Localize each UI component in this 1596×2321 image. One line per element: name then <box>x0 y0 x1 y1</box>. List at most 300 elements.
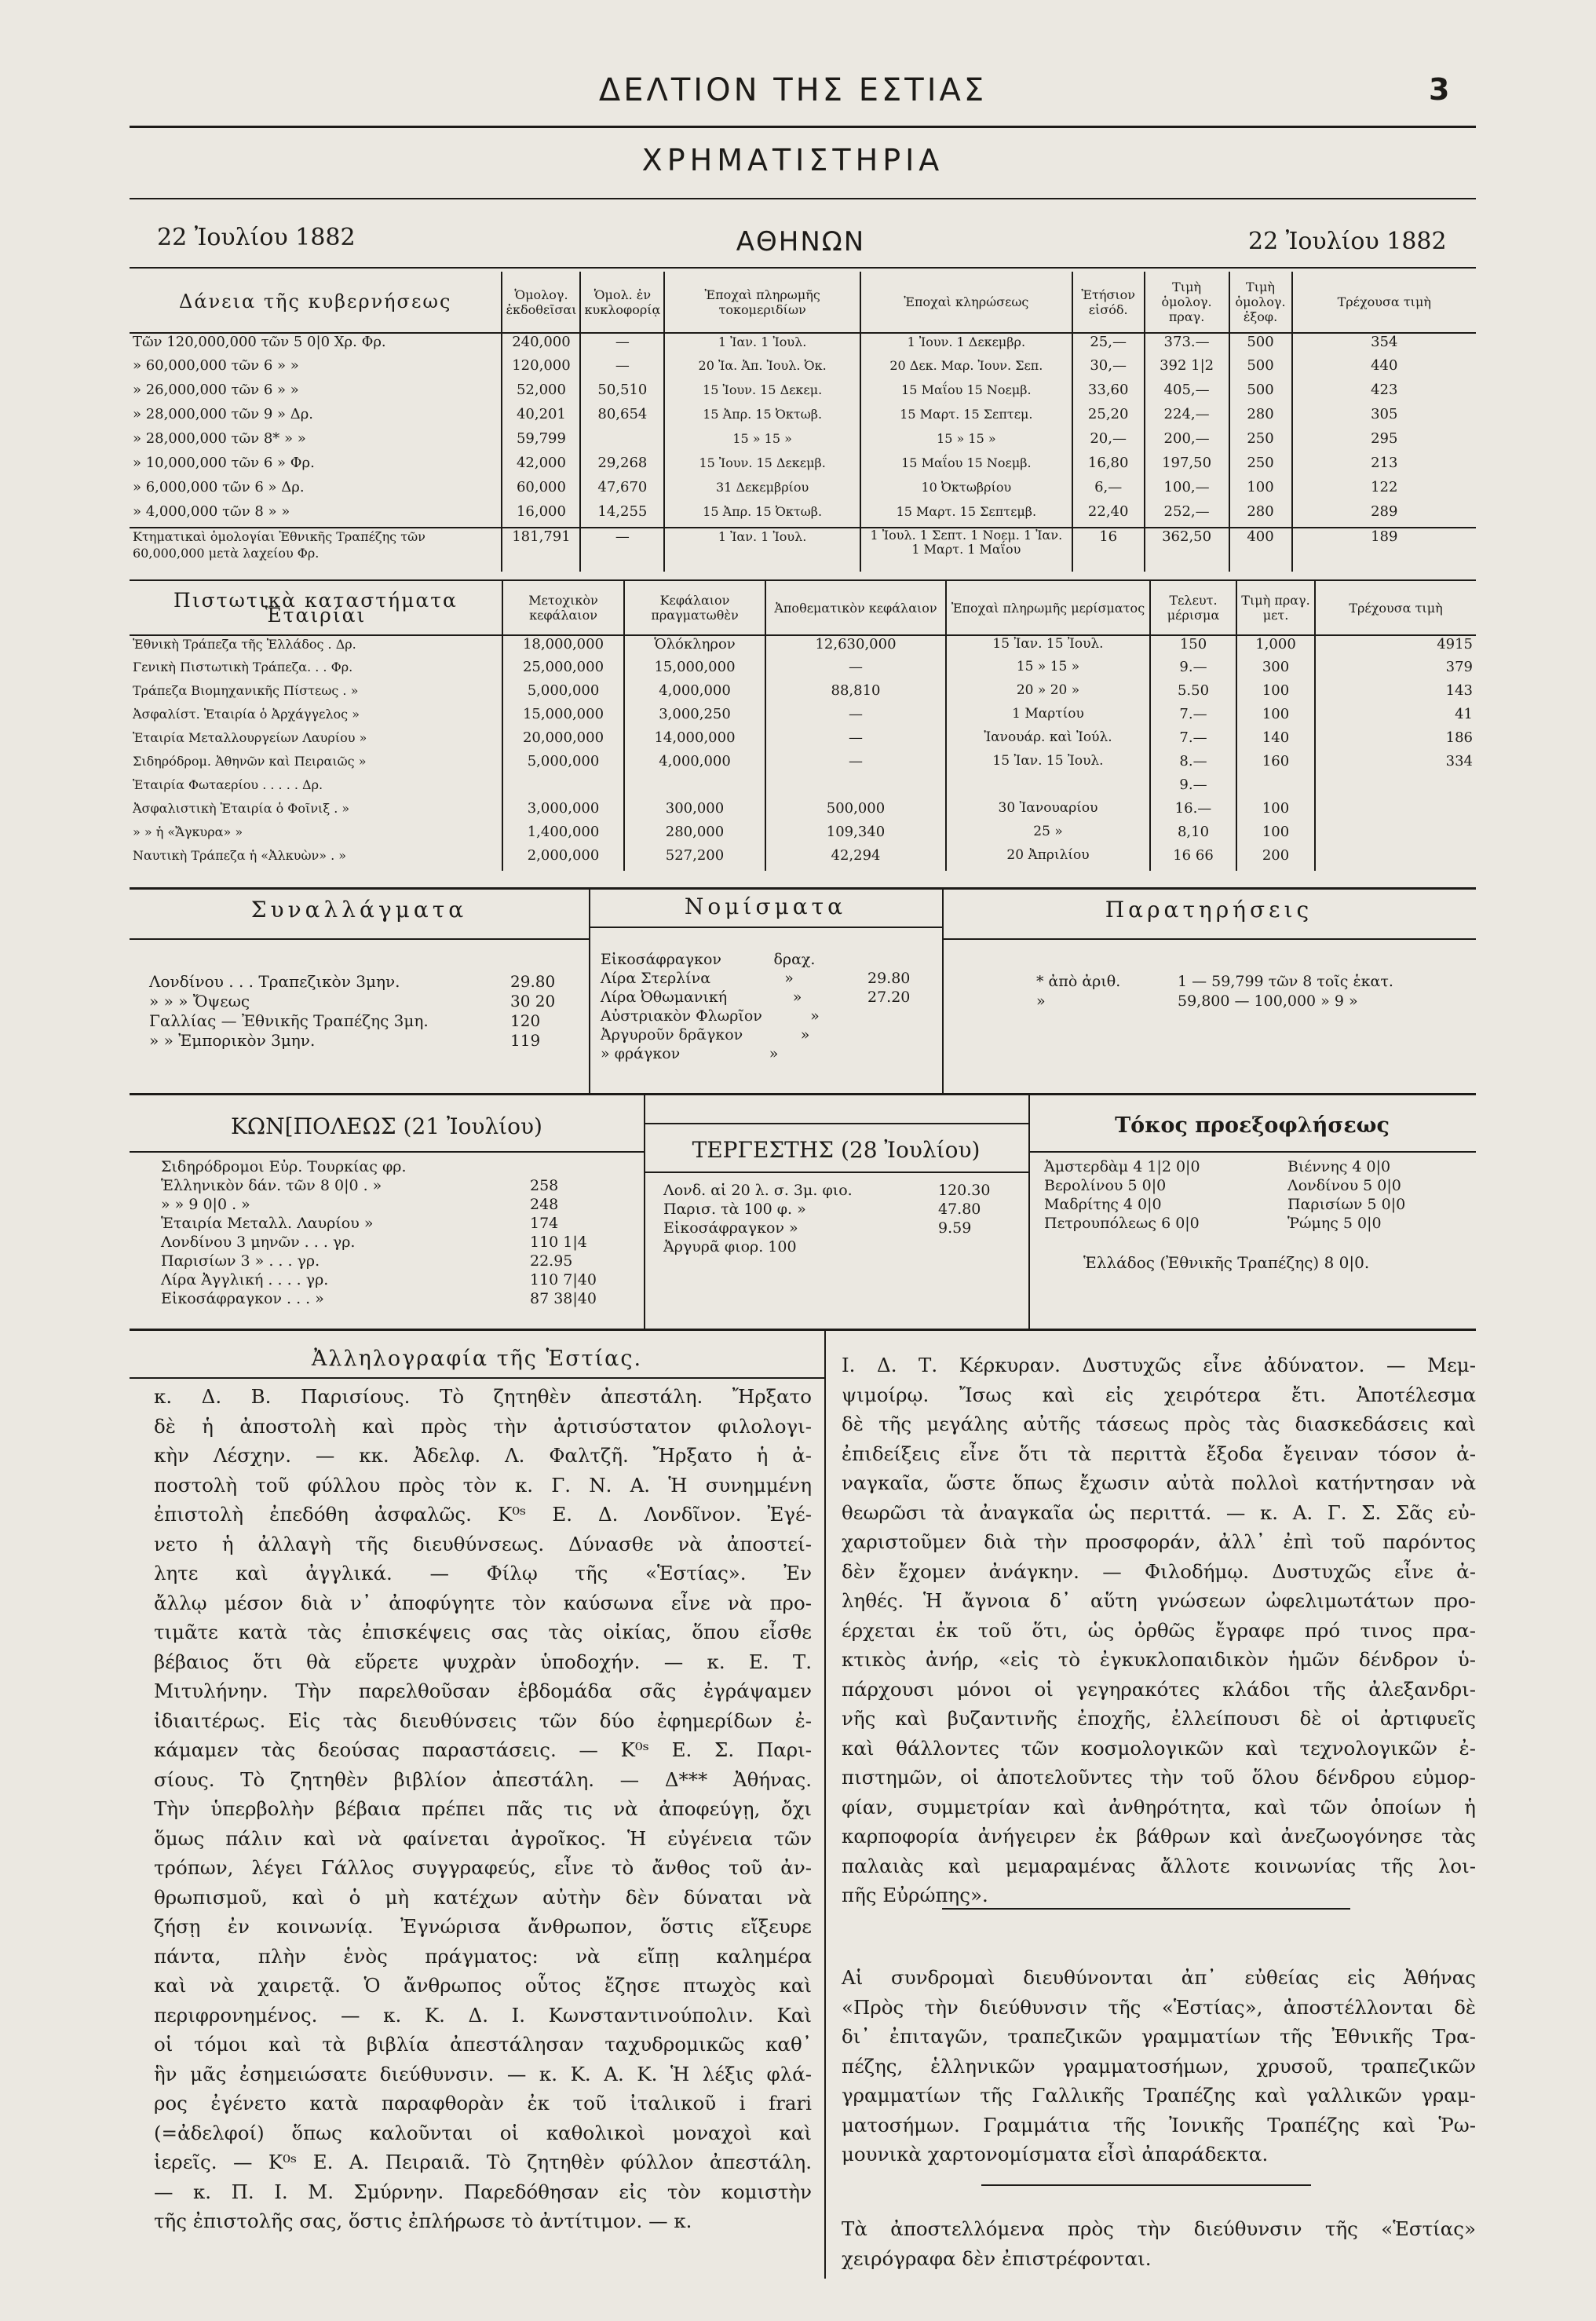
notes-row <box>1036 972 1476 992</box>
loans-cell: 14,255 <box>580 503 664 528</box>
loans-head-3: Ἐποχαὶ πληρωμῆς τοκομεριδίων <box>664 272 860 333</box>
loans-cell: 30,— <box>1072 357 1145 382</box>
coins-title-rule <box>589 927 942 928</box>
trieste-title: ΤΕΡΓΕΣΤΗΣ (28 Ἰουλίου) <box>692 1137 981 1163</box>
banks-row <box>130 753 1476 777</box>
loans-cell: Κτηματικαὶ ὁμολογίαι Ἐθνικῆς Τραπέζης τῶν 60,000,000 μετὰ λαχείου Φρ. <box>130 528 502 572</box>
column-divider <box>824 1329 826 2279</box>
loans-cell: 405,— <box>1145 382 1229 406</box>
right-col-line: καρποφορία ἀνήγειρεν ἐκ βάθρων καὶ ἀνεζωογόνησε τὰς <box>842 1825 1476 1848</box>
loans-cell: 10 Ὀκτωβρίου <box>860 479 1072 503</box>
notice1-line: μουνικὰ χαρτονομίσματα εἶσὶ ἀπαράδεκτα. <box>842 2143 1269 2166</box>
loans-head-4: Ἐποχαὶ κληρώσεως <box>860 272 1072 333</box>
loans-cell: 25,— <box>1072 333 1145 357</box>
banks-cell: 1 Μαρτίου <box>946 706 1150 729</box>
left-col-line: δὲ ἡ ἀποστολὴ καὶ πρὸς τὴν ἀρτισύστατον φιλολογι- <box>154 1414 812 1438</box>
correspondence-right-column <box>842 1351 1476 1910</box>
banks-cell: 5,000,000 <box>502 682 624 706</box>
loans-cell: 289 <box>1371 503 1398 520</box>
loans-cell: 200,— <box>1145 430 1229 455</box>
loans-cell: 42,000 <box>502 455 580 479</box>
section-rule <box>130 198 1476 199</box>
discount-right-cell: Παρισίων 5 0|0 <box>1287 1196 1406 1213</box>
banks-cell <box>765 777 946 800</box>
manuscripts-notice <box>842 2214 1476 2273</box>
loans-cell: 280 <box>1229 406 1292 430</box>
loans-cell: 392 1|2 <box>1145 357 1229 382</box>
banks-head-0: Πιστωτικὰ καταστήματα Ἑταιρίαι <box>130 580 502 635</box>
discount-right-cell: Ῥώμης 5 0|0 <box>1287 1215 1382 1232</box>
banks-cell <box>1315 800 1476 824</box>
banks-cell: Ἀσφαλιστικὴ Ἑταιρία ὁ Φοῖνιξ . » <box>130 800 502 824</box>
loans-row <box>130 503 1476 528</box>
left-col-line: (=ἀδελφοί) ὅπως καλοῦνται οἱ καθολικοὶ μοναχοὶ καὶ <box>154 2121 812 2144</box>
trieste-cell: Παρισ. τὰ 100 φ. » <box>663 1201 806 1218</box>
banks-cell: 20,000,000 <box>502 729 624 753</box>
notice-rule-1 <box>942 1908 1350 1910</box>
loans-cell: 20 Ἰα. Ἀπ. Ἰουλ. Ὀκ. <box>664 357 860 382</box>
banks-cell: 1,000 <box>1236 635 1315 659</box>
right-col-line: παλαιὰς καὶ μεμαραμένας ἄλλοτε κοινωνίας τῆς λοι- <box>842 1854 1476 1877</box>
subscription-notice <box>842 1963 1476 2169</box>
right-col-line: έρχεται ἐκ τοῦ ὅτι, ὡς ὀρθῶς ἔγραφε πρό τινος πρα- <box>842 1618 1476 1642</box>
trieste-row <box>663 1219 1017 1237</box>
loans-cell: 6,— <box>1072 479 1145 503</box>
coins-cell <box>867 1025 938 1044</box>
trieste-row <box>663 1200 1017 1219</box>
trieste-top-rule <box>644 1123 1028 1124</box>
loans-cell: 33,60 <box>1072 382 1145 406</box>
discount-right-row <box>1287 1195 1476 1214</box>
left-col-line: περιφρονημένος. — κ. Κ. Δ. Ι. Κωνσταντινούπολιν. Καὶ <box>154 2003 812 2027</box>
konst-row <box>161 1252 632 1270</box>
konst-row <box>161 1233 632 1252</box>
correspondence-title-rule <box>130 1377 824 1379</box>
banks-head-2: Κεφάλαιον πραγματωθὲν <box>624 580 765 635</box>
loans-cell: 15 Ἀπρ. 15 Ὀκτωβ. <box>664 406 860 430</box>
loans-cell: 25,20 <box>1072 406 1145 430</box>
loans-cell: 80,654 <box>580 406 664 430</box>
right-col-line: θεωρῶσι τὰ ἀναγκαῖα ὡς περιττά. — κ. Α. Γ. Σ. Σᾶς εὐ- <box>842 1500 1476 1524</box>
right-col-line: ψιμοίρῳ. Ἴσως καὶ εἰς χειρότερα ἔτι. Ἀποτέλεσμα <box>842 1383 1476 1406</box>
coins-row <box>601 950 938 969</box>
coins-cell: » <box>810 1007 820 1025</box>
left-col-line: ζήσῃ ἐν κοινωνίᾳ. Ἐγνώρισα ἄνθρωπον, ὅστις εἴξευρε <box>154 1915 812 1938</box>
banks-cell: Ἑταιρία Μεταλλουργείων Λαυρίου » <box>130 729 502 753</box>
loans-cell: 40,201 <box>502 406 580 430</box>
coins-row <box>601 1007 938 1025</box>
coins-title: Νομίσματα <box>684 894 847 919</box>
banks-cell: 280,000 <box>624 824 765 847</box>
trieste-cell: Λονδ. αἱ 20 λ. σ. 3μ. φιο. <box>663 1182 853 1199</box>
loans-cell: 250 <box>1229 455 1292 479</box>
banks-cell: 7.— <box>1150 729 1236 753</box>
notice2-line: Τὰ ἀποστελλόμενα πρὸς τὴν διεύθυνσιν τῆς «Ἑστίας» <box>842 2217 1476 2240</box>
discount-right-row <box>1287 1157 1476 1176</box>
trieste-list <box>663 1181 1017 1256</box>
konst-title-rule <box>130 1151 644 1153</box>
loans-cell: 250 <box>1229 430 1292 455</box>
loans-cell: 240,000 <box>502 333 580 357</box>
fx-cell: Λονδίνου . . . Τραπεζικὸν 3μην. <box>149 972 400 991</box>
loans-cell: 400 <box>1229 528 1292 572</box>
notice1-line: γραμματίων τῆς Γαλλικῆς Τραπέζης καὶ γαλλικῶν γραμ- <box>842 2084 1476 2107</box>
fx-cell: 30 20 <box>510 992 556 1011</box>
notes-cell: 59,800 — 100,000 » 9 » <box>1178 992 1358 1010</box>
loans-cell: — <box>580 528 664 572</box>
banks-cell: 15 Ἰαν. 15 Ἰουλ. <box>946 635 1150 659</box>
banks-cell: 25,000,000 <box>502 659 624 682</box>
banks-cell: Τράπεζα Βιομηχανικῆς Πίστεως . » <box>130 682 502 706</box>
fx-cell: 119 <box>510 1031 541 1050</box>
loans-row <box>130 430 1476 455</box>
loans-cell: 100,— <box>1145 479 1229 503</box>
notice1-line: ματοσήμων. Γραμμάτια τῆς Ἰονικῆς Τραπέζης καὶ Ῥω- <box>842 2113 1476 2136</box>
right-col-line: χαριστοῦμεν διὰ τὴν προσφοράν, ἀλλ᾽ ἐπὶ τοῦ παρόντος <box>842 1530 1476 1553</box>
konst-cell: Εἰκοσάφραγκον . . . » <box>161 1290 324 1307</box>
discount-right-cell: Βιέννης 4 0|0 <box>1287 1158 1391 1175</box>
coins-cell: Λίρα Στερλίνα <box>601 970 711 987</box>
left-col-line: κάμαμεν τὰς δεούσας παραστάσεις. — Κ⁰ˢ Ε. Σ. Παρι- <box>154 1738 812 1761</box>
left-col-line: σίους. Τὸ ζητηθὲν βιβλίον ἀπεστάλη. — Δ*** Ἀθήνας. <box>154 1767 812 1791</box>
banks-cell: 9.— <box>1150 777 1236 800</box>
loans-cell: 16,000 <box>502 503 580 528</box>
banks-cell: 3,000,000 <box>502 800 624 824</box>
right-col-line: κτικὸς ἀνήρ, «εἰς τὸ ἐγκυκλοπαιδικὸν ἡμῶν δένδρον ὑ- <box>842 1648 1476 1671</box>
banks-cell: 300 <box>1236 659 1315 682</box>
notes-title: Παρατηρήσεις <box>1105 897 1313 923</box>
fx-title: Συναλλάγματα <box>250 897 468 923</box>
banks-cell: 1,400,000 <box>502 824 624 847</box>
trieste-title-rule <box>644 1171 1028 1173</box>
banks-row <box>130 777 1476 800</box>
fx-cell: » » Ἐμπορικὸν 3μην. <box>149 1031 316 1050</box>
loans-cell: 50,510 <box>580 382 664 406</box>
date-rule <box>130 267 1476 269</box>
banks-cell <box>624 777 765 800</box>
notice1-line: πέζης, ἑλληνικῶν γραμματοσήμων, χρυσοῦ, τραπεζικῶν <box>842 2054 1476 2078</box>
discount-title-rule <box>1028 1151 1476 1153</box>
banks-cell: 379 <box>1445 659 1473 675</box>
notes-cell: * ἀπὸ ἀριθ. <box>1036 973 1121 990</box>
trieste-cell: 47.80 <box>938 1201 981 1218</box>
banks-cell: 100 <box>1236 824 1315 847</box>
right-col-line: ληθές. Ἡ ἄγνοια δ᾽ αὕτη γνώσεων ὠφελιμωτάτων προ- <box>842 1589 1476 1612</box>
loans-cell: 15 Μαρτ. 15 Σεπτεμβ. <box>860 503 1072 528</box>
coins-row <box>601 1044 938 1063</box>
notes-cell: » <box>1036 992 1046 1010</box>
konst-row <box>161 1157 632 1176</box>
banks-cell: — <box>765 706 946 729</box>
loans-cell: 15 Μαΐου 15 Νοεμβ. <box>860 382 1072 406</box>
discount-footer: Ἑλλάδος (Ἐθνικῆς Τραπέζης) 8 0|0. <box>1083 1253 1370 1272</box>
discount-title: Τόκος προεξοφλήσεως <box>1115 1113 1390 1138</box>
konst-row <box>161 1214 632 1233</box>
date-left: 22 Ἰουλίου 1882 <box>157 224 356 251</box>
loans-row <box>130 528 1476 572</box>
banks-table <box>130 579 1476 871</box>
coins-cell: Αὐστριακὸν Φλωρῖον <box>601 1007 762 1025</box>
discount-right-cell: Λονδίνου 5 0|0 <box>1287 1177 1401 1194</box>
loans-cell: 213 <box>1371 455 1398 471</box>
left-col-line: Μιτυλήνην. Τὴν παρελθοῦσαν ἑβδομάδα σᾶς ἐγράψαμεν <box>154 1680 812 1702</box>
banks-cell <box>1315 847 1476 871</box>
notice2-line: χειρόγραφα δὲν ἐπιστρέφονται. <box>842 2246 1152 2270</box>
trieste-cell: Ἀργυρᾶ φιορ. 100 <box>663 1238 797 1256</box>
konst-cell <box>530 1157 632 1176</box>
notice1-line: Αἱ συνδρομαὶ διευθύνονται ἀπ᾽ εὐθείας εἰς Ἀθήνας <box>842 1966 1476 1989</box>
banks-row <box>130 659 1476 682</box>
konst-row <box>161 1289 632 1308</box>
fx-cell: 120 <box>510 1011 541 1030</box>
loans-cell: 373.— <box>1145 333 1229 357</box>
banks-cell: 2,000,000 <box>502 847 624 871</box>
banks-cell: 140 <box>1236 729 1315 753</box>
markets-top-rule <box>130 1093 1476 1095</box>
left-col-line: ρος ἐγένετο κατὰ παραφθορὰν ἐκ τοῦ ἰταλικοῦ i frari <box>154 2092 812 2114</box>
notes-title-rule <box>942 938 1476 940</box>
banks-cell: 16 66 <box>1150 847 1236 871</box>
fx-row <box>149 972 573 992</box>
trieste-row <box>663 1237 1017 1256</box>
trieste-cell: 9.59 <box>938 1219 972 1237</box>
loans-cell: » 6,000,000 τῶν 6 » Δρ. <box>130 479 502 503</box>
konst-row <box>161 1270 632 1289</box>
banks-cell: 100 <box>1236 682 1315 706</box>
banks-cell: » » ἡ «Ἄγκυρα» » <box>130 824 502 847</box>
loans-head-6: Τιμὴ ὁμολογ. πραγ. <box>1145 272 1229 333</box>
coins-row <box>601 1025 938 1044</box>
banks-cell: 100 <box>1236 706 1315 729</box>
left-col-line: λητε καὶ ἀγγλικά. — Φίλῳ τῆς «Ἑστίας». Ἐν <box>154 1562 812 1584</box>
trieste-cell <box>938 1237 1017 1256</box>
left-col-line: πάντα, πλὴν ἑνὸς πράγματος: νὰ εἴπῃ καλημέρα <box>154 1944 812 1968</box>
banks-cell: 42,294 <box>765 847 946 871</box>
loans-cell <box>580 430 664 455</box>
banks-cell: 15,000,000 <box>624 659 765 682</box>
konst-list <box>161 1157 632 1308</box>
discount-left-row <box>1044 1176 1264 1195</box>
loans-cell: 189 <box>1371 528 1398 545</box>
banks-cell: 7.— <box>1150 706 1236 729</box>
loans-head-7: Τιμὴ ὁμολογ. ἐξοφ. <box>1229 272 1292 333</box>
coins-cell: Λίρα Ὀθωμανική <box>601 989 728 1006</box>
coins-row <box>601 969 938 988</box>
loans-cell: » 60,000,000 τῶν 6 » » <box>130 357 502 382</box>
discount-left <box>1044 1157 1264 1233</box>
konst-cell: 110 7|40 <box>530 1271 597 1288</box>
banks-head-5: Τελευτ. μέρισμα <box>1150 580 1236 635</box>
correspondence-title: Ἀλληλογραφία τῆς Ἑστίας. <box>311 1347 643 1371</box>
loans-cell: 15 Μαρτ. 15 Σεπτεμ. <box>860 406 1072 430</box>
konst-cell: 248 <box>530 1196 559 1213</box>
loans-cell: 122 <box>1371 479 1398 495</box>
konst-cell: 22.95 <box>530 1252 573 1270</box>
banks-cell: 4,000,000 <box>624 682 765 706</box>
coins-cell: 29.80 <box>867 970 911 987</box>
right-col-line: ἐπιδείξεις εἶνε ὅτι τὰ περιττὰ ἔξοδα ἔγειναν τόσον ἀ- <box>842 1442 1476 1465</box>
loans-cell: 15 Μαΐου 15 Νοεμβ. <box>860 455 1072 479</box>
banks-row <box>130 682 1476 706</box>
coins-cell: 27.20 <box>867 989 911 1006</box>
fx-top-rule <box>130 887 1476 890</box>
notice-rule-2 <box>981 2184 1311 2186</box>
left-col-line: κὴν Λέσχην. — κκ. Ἀδελφ. Λ. Φαλτζῆ. Ἤρξατο ἡ ἀ- <box>154 1444 812 1467</box>
loans-row <box>130 479 1476 503</box>
right-col-line: δὲν ἔχομεν ἀνάγκην. — Φιλοδήμῳ. Δυστυχῶς εἶνε ἀ- <box>842 1559 1476 1583</box>
discount-left-row <box>1044 1214 1264 1233</box>
banks-cell: 186 <box>1445 729 1473 746</box>
banks-head-4: Ἐποχαὶ πληρωμῆς μερίσματος <box>946 580 1150 635</box>
loans-row <box>130 382 1476 406</box>
loans-cell: 15 Ἰουν. 15 Δεκεμβ. <box>664 455 860 479</box>
konst-cell: Λονδίνου 3 μηνῶν . . . γρ. <box>161 1234 356 1251</box>
loans-cell: 59,799 <box>502 430 580 455</box>
masthead-title: ΔΕΛΤΙΟΝ ΤΗΣ ΕΣΤΙΑΣ <box>598 72 988 108</box>
coins-cell: » <box>800 1026 810 1044</box>
loans-table <box>130 272 1476 572</box>
banks-cell: 20 Ἀπριλίου <box>946 847 1150 871</box>
banks-cell: 30 Ἰανουαρίου <box>946 800 1150 824</box>
loans-cell: 29,268 <box>580 455 664 479</box>
loans-cell: » 26,000,000 τῶν 6 » » <box>130 382 502 406</box>
loans-cell: 500 <box>1229 357 1292 382</box>
banks-cell: 15 Ἰαν. 15 Ἰουλ. <box>946 753 1150 777</box>
konst-row <box>161 1176 632 1195</box>
loans-cell: 224,— <box>1145 406 1229 430</box>
banks-cell: 88,810 <box>765 682 946 706</box>
loans-cell: 440 <box>1371 357 1398 374</box>
trieste-cell: Εἰκοσάφραγκον » <box>663 1219 798 1237</box>
coins-cell <box>867 1044 938 1063</box>
konst-cell: 174 <box>530 1215 559 1232</box>
banks-cell: Ἐθνικὴ Τράπεζα τῆς Ἑλλάδος . Δρ. <box>130 635 502 659</box>
banks-cell: 300,000 <box>624 800 765 824</box>
konst-row <box>161 1195 632 1214</box>
left-col-line: βέβαιος ὅτι θὰ εὕρετε ψυχρὰν ὑποδοχήν. — κ. Ε. Τ. <box>154 1650 812 1673</box>
banks-row <box>130 800 1476 824</box>
right-col-line: δὲ τῆς μεγάλης αὐτῆς τάσεως πρὸς τὰς διασκεδάσεις καὶ <box>842 1413 1476 1435</box>
banks-cell: 143 <box>1445 682 1473 699</box>
coins-cell: Εἰκοσάφραγκον <box>601 951 721 968</box>
loans-row <box>130 333 1476 357</box>
fx-title-rule <box>130 938 589 940</box>
date-right: 22 Ἰουλίου 1882 <box>1248 228 1447 255</box>
discount-left-row <box>1044 1157 1264 1176</box>
banks-cell: 15,000,000 <box>502 706 624 729</box>
loans-cell: 295 <box>1371 430 1398 447</box>
correspondence-top-rule <box>130 1329 1476 1331</box>
banks-head-3: Ἀποθεματικὸν κεφάλαιον <box>765 580 946 635</box>
banks-cell: — <box>765 729 946 753</box>
banks-cell: 9.— <box>1150 659 1236 682</box>
loans-head-1: Ὁμολογ. ἐκδοθεῖσαι <box>502 272 580 333</box>
fx-row <box>149 1031 573 1051</box>
loans-row <box>130 455 1476 479</box>
discount-left-cell: Πετρουπόλεως 6 0|0 <box>1044 1215 1200 1232</box>
left-col-line: τρόπων, λέγει Γάλλος συγγραφεύς, εἶνε τὸ ἄνθος τοῦ ἀν- <box>154 1856 812 1879</box>
banks-cell: 8.— <box>1150 753 1236 777</box>
banks-cell <box>502 777 624 800</box>
banks-head-6: Τιμὴ πραγ. μετ. <box>1236 580 1315 635</box>
banks-cell <box>1315 777 1476 800</box>
right-col-line: πῆς Εὐρώπης». <box>842 1884 988 1906</box>
right-col-line: νῆς καὶ βυζαντινῆς ἐποχῆς, ἐλλείπουσι δὲ οἱ ἀρτιφυεῖς <box>842 1707 1476 1730</box>
banks-cell: 14,000,000 <box>624 729 765 753</box>
banks-cell: 3,000,250 <box>624 706 765 729</box>
banks-cell: — <box>765 753 946 777</box>
banks-head-1: Μετοχικὸν κεφάλαιον <box>502 580 624 635</box>
banks-cell: 12,630,000 <box>765 635 946 659</box>
loans-cell: 1 Ἰαν. 1 Ἰουλ. <box>664 528 860 572</box>
loans-cell: 16,80 <box>1072 455 1145 479</box>
banks-cell: 5,000,000 <box>502 753 624 777</box>
banks-cell: 500,000 <box>765 800 946 824</box>
loans-cell: 500 <box>1229 382 1292 406</box>
konst-cell: Ἑλληνικὸν δάν. τῶν 8 0|0 . » <box>161 1177 382 1194</box>
notes-cell: 1 — 59,799 τῶν 8 τοῖς ἑκατ. <box>1178 973 1393 990</box>
loans-cell: 1 Ἰουλ. 1 Σεπτ. 1 Νοεμ. 1 Ἰαν. 1 Μαρτ. 1 Μαΐου <box>860 528 1072 572</box>
coins-cell: » <box>784 970 794 987</box>
banks-cell: 16.— <box>1150 800 1236 824</box>
notice1-line: «Πρὸς τὴν διεύθυνσιν τῆς «Ἑστίας», ἀποστέλλονται δὲ <box>842 1995 1476 2019</box>
konst-cell: Λίρα Ἀγγλική . . . . γρ. <box>161 1271 329 1288</box>
banks-cell: Γενικὴ Πιστωτικὴ Τράπεζα. . . Φρ. <box>130 659 502 682</box>
loans-cell: 22,40 <box>1072 503 1145 528</box>
trieste-cell: 120.30 <box>938 1182 991 1199</box>
loans-cell: 15 » 15 » <box>664 430 860 455</box>
loans-cell: 252,— <box>1145 503 1229 528</box>
loans-row <box>130 357 1476 382</box>
loans-cell: » 4,000,000 τῶν 8 » » <box>130 503 502 528</box>
left-col-line: — κ. Π. Ι. Μ. Σμύρνην. Παρεδόθησαν εἰς τὸν κομιστὴν <box>154 2180 812 2203</box>
trieste-row <box>663 1181 1017 1200</box>
loans-cell: 100 <box>1229 479 1292 503</box>
loans-cell: 354 <box>1371 334 1398 350</box>
city-athens: ΑΘΗΝΩΝ <box>736 226 866 258</box>
banks-cell: 18,000,000 <box>502 635 624 659</box>
coins-cell: » <box>769 1045 779 1062</box>
coins-cell: δραχ. <box>773 951 816 968</box>
banks-cell: Ἀσφαλίστ. Ἑταιρία ὁ Ἀρχάγγελος » <box>130 706 502 729</box>
banks-head-7: Τρέχουσα τιμὴ <box>1349 600 1443 616</box>
loans-cell: 1 Ἰαν. 1 Ἰουλ. <box>664 333 860 357</box>
banks-cell: 15 » 15 » <box>946 659 1150 682</box>
left-col-line: ποστολὴ τοῦ φύλλου πρὸς τὸν κ. Γ. Ν. Α. Ἡ συνημμένη <box>154 1473 812 1497</box>
coins-cell: » φράγκον <box>601 1045 681 1062</box>
markets-divider-1 <box>644 1093 645 1329</box>
discount-right <box>1287 1157 1476 1233</box>
loans-cell: 362,50 <box>1145 528 1229 572</box>
coins-cell: » <box>792 989 802 1006</box>
right-col-line: καὶ θάλλοντες τῶν κοσμολογικῶν καὶ τεχνολογικῶν ἐ- <box>842 1736 1476 1760</box>
fx-row <box>149 1011 573 1031</box>
fx-row <box>149 992 573 1011</box>
fx-list <box>149 972 573 1051</box>
banks-cell: 527,200 <box>624 847 765 871</box>
banks-cell: 160 <box>1236 753 1315 777</box>
banks-row <box>130 635 1476 659</box>
discount-left-row <box>1044 1195 1264 1214</box>
banks-cell: 25 » <box>946 824 1150 847</box>
discount-left-cell: Βερολίνου 5 0|0 <box>1044 1177 1167 1194</box>
konst-cell: Σιδηρόδρομοι Εὐρ. Τουρκίας φρ. <box>161 1158 407 1175</box>
right-col-line: φίαν, συμμετρίαν καὶ ἀνθηρότητα, καὶ τῶν ὁποίων ἡ <box>842 1795 1476 1818</box>
banks-cell: Σιδηρόδρομ. Ἀθηνῶν καὶ Πειραιῶς » <box>130 753 502 777</box>
coins-cell <box>867 1007 938 1025</box>
loans-cell: 15 Ἀπρ. 15 Ὀκτωβ. <box>664 503 860 528</box>
loans-cell: » 10,000,000 τῶν 6 » Φρ. <box>130 455 502 479</box>
